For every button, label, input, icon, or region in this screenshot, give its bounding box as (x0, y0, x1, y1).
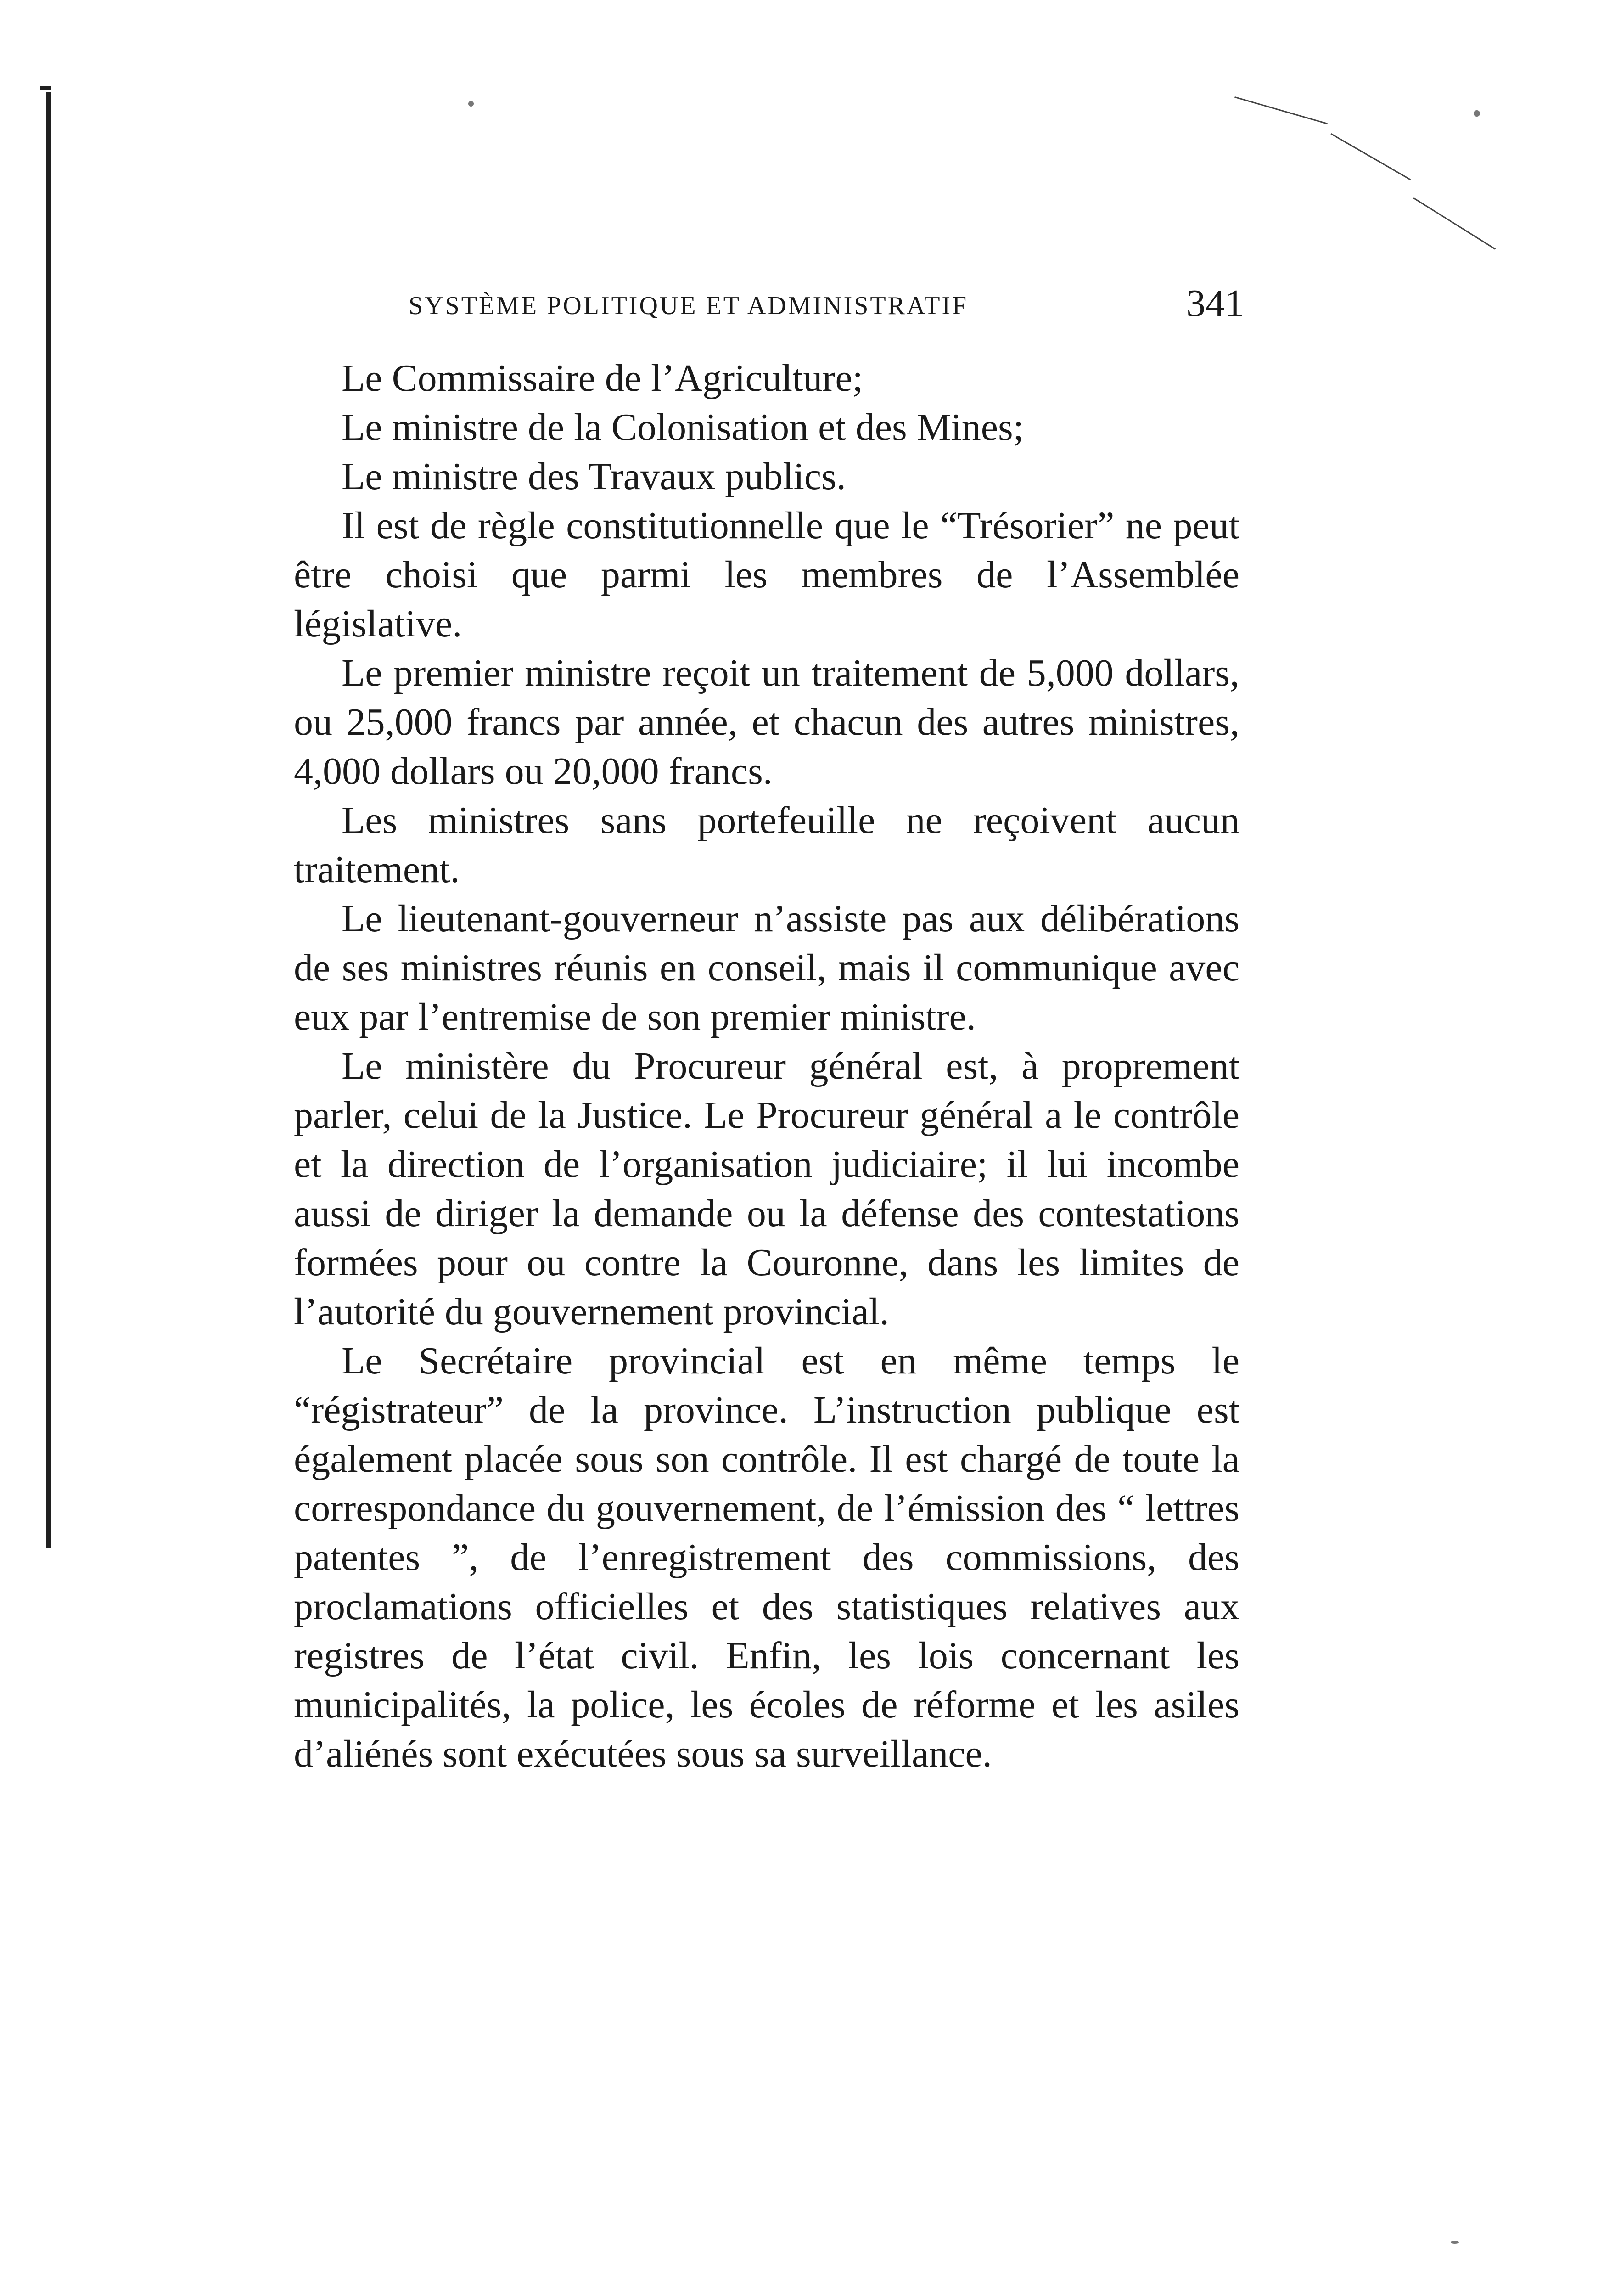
paragraph-traitement: Le premier ministre reçoit un traitement de 5,000 dollars, ou 25,000 francs par année, et chacun des autres ministres, 4,000 dollars ou 20,000 francs. (294, 652, 1239, 793)
paragraph-secretaire-provincial: Le Secrétaire provincial est en même temps le “régistrateur” de la province. L’instruction publique est également placée sous son contrôle. Il est chargé de toute la correspondance du gouvernement, de l’émission des “ lettres patentes ”, de l’enregistrement des commissions, des proclamations officielles et des statistiques relatives aux registres de l’état civil. Enfin, les lois concernant les municipalités, la police, les écoles de réforme et les asiles d’aliénés sont exécutées sous sa surveillance. (294, 1339, 1239, 1775)
paragraph-sans-portefeuille: Les ministres sans portefeuille ne reçoivent aucun traitement. (294, 799, 1239, 891)
fold-mark (1413, 197, 1496, 250)
binding-edge-mark (40, 86, 51, 90)
body-text (294, 354, 1239, 1778)
fold-mark (1234, 96, 1328, 124)
page-number: 341 (1186, 282, 1244, 325)
paragraph-ministre-colonisation: Le ministre de la Colonisation et des Mines; (342, 406, 1024, 449)
binding-edge-rule (46, 92, 51, 1548)
dust-speck (1474, 110, 1480, 117)
paragraph-tresorier: Il est de règle constitutionnelle que le “Trésorier” ne peut être choisi que parmi les membres de l’Assemblée législative. (294, 504, 1239, 645)
page-header (409, 281, 1244, 332)
dust-speck (468, 101, 474, 107)
paragraph-commissaire-agriculture: Le Commissaire de l’Agriculture; (342, 357, 864, 400)
dust-speck (1451, 2241, 1459, 2244)
fold-mark (1331, 133, 1411, 180)
running-title: SYSTÈME POLITIQUE ET ADMINISTRATIF (409, 292, 969, 320)
paragraph-procureur-general: Le ministère du Procureur général est, à proprement parler, celui de la Justice. Le Procureur général a le contrôle et la direction de l’organisation judiciaire; il lui incombe aussi de diriger la demande ou la défense des contestations formées pour ou contre la Couronne, dans les limites de l’autorité du gouvernement provincial. (294, 1045, 1239, 1333)
paragraph-lieutenant-gouverneur: Le lieutenant-gouverneur n’assiste pas aux délibérations de ses ministres réunis en conseil, mais il communique avec eux par l’entremise de son premier ministre. (294, 897, 1239, 1038)
paragraph-ministre-travaux: Le ministre des Travaux publics. (342, 455, 846, 498)
